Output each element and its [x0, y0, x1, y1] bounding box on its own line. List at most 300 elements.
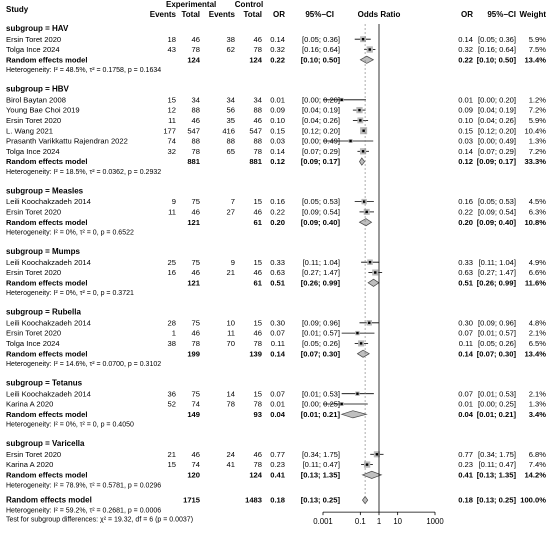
study-or: 0.03 — [270, 136, 285, 146]
study-ctrl-total: 78 — [253, 399, 262, 409]
study-name: Ersin Toret 2020 — [6, 116, 62, 125]
study-exp-total: 88 — [191, 136, 200, 146]
study-or-right: 0.22 — [458, 207, 473, 217]
study-exp-total: 78 — [191, 339, 200, 348]
pooled-ctrl-total: 139 — [249, 349, 262, 359]
study-name: Tolga Ince 2024 — [6, 146, 60, 156]
study-weight: 4.8% — [528, 318, 546, 328]
study-ci-right: [0.04; 0.19] — [478, 105, 516, 115]
pooled-or: 0.20 — [270, 217, 285, 227]
study-or-right: 0.10 — [458, 116, 473, 125]
study-point — [368, 322, 370, 324]
x-axis-tick-label: 1000 — [426, 517, 444, 527]
study-exp-events: 16 — [167, 268, 176, 278]
pooled-or-right: 0.22 — [458, 55, 473, 65]
pooled-ci: [0.13; 1.35] — [300, 470, 340, 480]
study-exp-events: 177 — [163, 126, 176, 136]
study-weight: 5.9% — [528, 34, 546, 44]
study-point — [362, 38, 364, 40]
study-exp-events: 28 — [167, 318, 176, 328]
study-ci: [0.07; 0.29] — [302, 146, 340, 156]
study-exp-total: 34 — [191, 95, 200, 105]
study-weight: 7.4% — [528, 460, 546, 470]
study-name: Ersin Toret 2020 — [6, 268, 62, 278]
pooled-ci: [0.10; 0.50] — [300, 55, 340, 65]
study-name: Leili Koochakzadeh 2014 — [6, 197, 91, 207]
x-axis-tick-label: 0.1 — [354, 517, 366, 527]
study-ci-right: [0.09; 0.96] — [478, 318, 516, 328]
study-name: Ersin Toret 2020 — [6, 34, 62, 44]
study-name: Tolga Ince 2024 — [6, 45, 60, 55]
study-ci: [0.09; 0.54] — [302, 207, 340, 217]
subgroup-label: subgroup = HBV — [6, 84, 69, 94]
pooled-label: Random effects model — [6, 217, 88, 227]
study-exp-total: 74 — [191, 399, 200, 409]
study-exp-events: 12 — [167, 105, 176, 115]
pooled-ctrl-total: 124 — [249, 470, 262, 480]
study-weight: 7.2% — [528, 105, 546, 115]
header-ci: 95%−CI — [305, 10, 334, 19]
study-exp-total: 75 — [191, 257, 200, 267]
study-or-right: 0.14 — [458, 146, 473, 156]
study-ctrl-total: 46 — [253, 268, 262, 278]
study-point — [356, 332, 358, 334]
x-axis-tick-label: 1 — [376, 517, 382, 527]
overall-heterogeneity: Heterogeneity: I² = 59.2%, τ² = 0.2681, p = 0.0006 — [6, 507, 162, 515]
study-point — [359, 119, 361, 121]
study-point — [340, 403, 342, 405]
study-or-right: 0.07 — [458, 389, 473, 399]
header-control: Control — [234, 0, 264, 9]
study-or-right: 0.07 — [458, 328, 473, 338]
study-ctrl-events: 10 — [226, 318, 235, 328]
study-exp-total: 75 — [191, 318, 200, 328]
study-ci-right: [0.11; 1.04] — [478, 257, 516, 267]
study-ctrl-events: 65 — [226, 146, 235, 156]
study-ctrl-total: 46 — [253, 449, 262, 459]
study-name: Leili Koochakzadeh 2014 — [6, 318, 91, 328]
study-ci: [0.05; 0.53] — [302, 197, 340, 207]
study-ci: [0.00; 0.20] — [302, 95, 340, 105]
study-ci-right: [0.12; 0.20] — [478, 126, 516, 136]
study-ctrl-events: 70 — [226, 339, 235, 348]
study-exp-events: 25 — [167, 257, 176, 267]
study-exp-events: 21 — [167, 449, 176, 459]
study-ci-right: [0.05; 0.36] — [478, 34, 516, 44]
study-weight: 7.5% — [528, 45, 546, 55]
subgroup-label: subgroup = HAV — [6, 24, 69, 33]
study-ci-right: [0.07; 0.29] — [478, 146, 516, 156]
study-ctrl-events: 62 — [226, 45, 235, 55]
study-or-right: 0.14 — [458, 34, 473, 44]
study-ci: [0.12; 0.20] — [302, 126, 340, 136]
study-or-right: 0.01 — [458, 95, 473, 105]
pooled-diamond — [360, 56, 373, 63]
study-exp-total: 46 — [191, 268, 200, 278]
overall-exp-total: 1715 — [183, 495, 200, 505]
study-ci: [0.01; 0.53] — [302, 389, 340, 399]
overall-weight: 100.0% — [520, 495, 546, 505]
study-or: 0.07 — [270, 328, 285, 338]
subgroup-test: Test for subgroup differences: χ² = 19.32, df = 6 (p = 0.0037) — [6, 516, 194, 524]
pooled-ci-right: [0.09; 0.17] — [476, 157, 516, 167]
study-ci: [0.11; 1.04] — [302, 257, 340, 267]
study-or: 0.30 — [270, 318, 285, 328]
study-point — [356, 393, 358, 395]
study-or-right: 0.23 — [458, 460, 473, 470]
study-ci-right: [0.01; 0.57] — [478, 328, 516, 338]
pooled-or-right: 0.41 — [458, 470, 473, 480]
overall-ctrl-total: 1483 — [245, 495, 262, 505]
study-ci: [0.05; 0.26] — [302, 339, 340, 348]
pooled-ci-right: [0.01; 0.21] — [476, 409, 516, 419]
study-ctrl-events: 41 — [226, 460, 235, 470]
study-exp-total: 75 — [191, 389, 200, 399]
study-ctrl-events: 78 — [226, 399, 235, 409]
study-or: 0.11 — [270, 339, 285, 348]
subgroup-label: subgroup = Mumps — [6, 247, 80, 256]
study-point — [366, 211, 368, 213]
study-ci: [0.27; 1.47] — [302, 268, 340, 278]
pooled-weight: 33.3% — [524, 157, 546, 167]
study-or-right: 0.16 — [458, 197, 473, 207]
pooled-ci: [0.07; 0.30] — [300, 349, 340, 359]
pooled-or: 0.12 — [270, 157, 285, 167]
x-axis-tick-label: 10 — [393, 517, 403, 527]
pooled-label: Random effects model — [6, 470, 88, 480]
header-or-right: OR — [461, 10, 473, 19]
pooled-label: Random effects model — [6, 55, 88, 65]
study-exp-total: 46 — [191, 449, 200, 459]
pooled-ctrl-total: 881 — [249, 157, 262, 167]
pooled-diamond — [359, 219, 371, 226]
study-ctrl-total: 78 — [253, 45, 262, 55]
pooled-label: Random effects model — [6, 409, 88, 419]
pooled-weight: 3.4% — [528, 409, 546, 419]
study-exp-events: 43 — [167, 45, 176, 55]
study-or-right: 0.11 — [458, 339, 473, 348]
study-ctrl-total: 78 — [253, 146, 262, 156]
study-ctrl-total: 46 — [253, 34, 262, 44]
pooled-ctrl-total: 93 — [253, 409, 262, 419]
study-weight: 10.4% — [524, 126, 546, 136]
study-ci-right: [0.05; 0.53] — [478, 197, 516, 207]
study-or: 0.15 — [270, 126, 285, 136]
study-name: Leili Koochakzadeh 2014 — [6, 389, 91, 399]
heterogeneity-text: Heterogeneity: I² = 78.9%, τ² = 0.5781, p = 0.0296 — [6, 482, 162, 490]
study-exp-events: 9 — [171, 197, 176, 207]
header-ci-right: 95%−CI — [487, 10, 516, 19]
study-ci-right: [0.00; 0.20] — [478, 95, 516, 105]
study-weight: 4.9% — [528, 257, 546, 267]
pooled-label: Random effects model — [6, 278, 88, 288]
study-point — [358, 109, 360, 111]
study-exp-events: 18 — [167, 34, 176, 44]
study-ci-right: [0.27; 1.47] — [478, 268, 516, 278]
study-ctrl-total: 88 — [253, 136, 262, 146]
study-weight: 7.2% — [528, 146, 546, 156]
study-exp-events: 74 — [167, 136, 176, 146]
heterogeneity-text: Heterogeneity: I² = 18.5%, τ² = 0.0362, p = 0.2932 — [6, 169, 162, 176]
study-exp-events: 32 — [167, 146, 176, 156]
study-name: Prasanth Varikkattu Rajendran 2022 — [6, 136, 128, 146]
subgroup-label: subgroup = Tetanus — [6, 378, 83, 388]
pooled-ci-right: [0.09; 0.40] — [476, 217, 516, 227]
header-or: OR — [273, 10, 285, 19]
study-weight: 6.6% — [528, 268, 546, 278]
study-point — [340, 99, 342, 101]
study-weight: 6.3% — [528, 207, 546, 217]
study-name: L. Wang 2021 — [6, 126, 54, 136]
study-ci: [0.01; 0.57] — [302, 328, 340, 338]
study-ctrl-total: 15 — [253, 318, 262, 328]
pooled-or: 0.51 — [270, 278, 285, 288]
study-ci: [0.05; 0.36] — [302, 34, 340, 44]
study-ci: [0.04; 0.26] — [302, 116, 340, 125]
header-study: Study — [6, 5, 29, 14]
study-point — [376, 453, 378, 455]
header-exp-events: Events — [149, 10, 176, 19]
study-point — [374, 271, 376, 273]
study-ctrl-events: 34 — [226, 95, 235, 105]
study-or-right: 0.33 — [458, 257, 473, 267]
study-ctrl-events: 35 — [226, 116, 235, 125]
pooled-weight: 13.4% — [524, 55, 546, 65]
pooled-label: Random effects model — [6, 157, 88, 167]
study-ctrl-total: 15 — [253, 197, 262, 207]
pooled-exp-total: 199 — [187, 349, 200, 359]
study-weight: 1.2% — [528, 95, 546, 105]
pooled-or: 0.22 — [270, 55, 285, 65]
study-weight: 4.5% — [528, 197, 546, 207]
study-name: Tolga Ince 2024 — [6, 339, 60, 348]
study-ci: [0.16; 0.64] — [302, 45, 340, 55]
pooled-diamond — [342, 411, 367, 418]
study-exp-total: 46 — [191, 207, 200, 217]
study-weight: 5.9% — [528, 116, 546, 125]
study-name: Ersin Toret 2020 — [6, 207, 62, 217]
study-ctrl-events: 7 — [230, 197, 235, 207]
study-or: 0.63 — [270, 268, 285, 278]
pooled-ci: [0.26; 0.99] — [300, 278, 340, 288]
heterogeneity-text: Heterogeneity: I² = 0%, τ² = 0, p = 0.6522 — [6, 229, 134, 237]
study-ctrl-total: 88 — [253, 105, 262, 115]
pooled-or: 0.14 — [270, 349, 285, 359]
study-point — [369, 261, 371, 263]
study-ci-right: [0.00; 0.49] — [478, 136, 516, 146]
study-point — [362, 130, 364, 132]
study-ctrl-total: 547 — [249, 126, 262, 136]
header-weight: Weight — [519, 10, 546, 19]
pooled-ci-right: [0.13; 1.35] — [476, 470, 516, 480]
study-weight: 6.5% — [528, 339, 546, 348]
pooled-diamond — [357, 350, 369, 357]
pooled-ctrl-total: 61 — [253, 217, 262, 227]
subgroup-label: subgroup = Measles — [6, 186, 84, 196]
study-or: 0.01 — [270, 95, 285, 105]
study-weight: 1.3% — [528, 136, 546, 146]
study-name: Karina A 2020 — [6, 399, 54, 409]
pooled-weight: 14.2% — [524, 470, 546, 480]
study-ci-right: [0.04; 0.26] — [478, 116, 516, 125]
study-or-right: 0.03 — [458, 136, 473, 146]
study-ctrl-total: 15 — [253, 389, 262, 399]
study-name: Young Bae Choi 2019 — [6, 105, 80, 115]
study-ci: [0.09; 0.96] — [302, 318, 340, 328]
pooled-exp-total: 124 — [187, 55, 200, 65]
pooled-or: 0.04 — [270, 409, 285, 419]
study-ci-right: [0.34; 1.75] — [478, 449, 516, 459]
study-ci-right: [0.16; 0.64] — [478, 45, 516, 55]
study-or: 0.16 — [270, 197, 285, 207]
overall-label: Random effects model — [6, 495, 92, 505]
heterogeneity-text: Heterogeneity: I² = 48.5%, τ² = 0.1758, p = 0.1634 — [6, 67, 162, 75]
study-ci: [0.00; 0.49] — [302, 136, 340, 146]
study-ci-right: [0.00; 0.25] — [478, 399, 516, 409]
pooled-ci: [0.09; 0.17] — [300, 157, 340, 167]
study-exp-events: 15 — [167, 95, 176, 105]
pooled-ci-right: [0.07; 0.30] — [476, 349, 516, 359]
header-ctrl-total: Total — [243, 10, 262, 19]
study-exp-events: 15 — [167, 460, 176, 470]
study-or: 0.07 — [270, 389, 285, 399]
pooled-ctrl-total: 124 — [249, 55, 262, 65]
study-name: Ersin Toret 2020 — [6, 328, 62, 338]
pooled-weight: 10.8% — [524, 217, 546, 227]
pooled-ctrl-total: 61 — [253, 278, 262, 288]
pooled-or-right: 0.20 — [458, 217, 473, 227]
pooled-label: Random effects model — [6, 349, 88, 359]
study-ctrl-total: 34 — [253, 95, 262, 105]
study-ctrl-events: 88 — [226, 136, 235, 146]
pooled-diamond — [359, 158, 364, 165]
study-or: 0.23 — [270, 460, 285, 470]
study-or: 0.14 — [270, 146, 285, 156]
study-exp-total: 78 — [191, 146, 200, 156]
study-ci: [0.34; 1.75] — [302, 449, 340, 459]
study-or: 0.01 — [270, 399, 285, 409]
study-exp-events: 36 — [167, 389, 176, 399]
study-exp-events: 11 — [168, 116, 176, 125]
pooled-or-right: 0.51 — [458, 278, 473, 288]
study-ci: [0.00; 0.25] — [302, 399, 340, 409]
header-exp-total: Total — [181, 10, 200, 19]
study-exp-events: 38 — [167, 339, 176, 348]
study-exp-events: 52 — [167, 399, 176, 409]
study-or-right: 0.30 — [458, 318, 473, 328]
study-point — [360, 342, 362, 344]
study-name: Leili Koochakzadeh 2014 — [6, 257, 91, 267]
study-exp-total: 46 — [191, 116, 200, 125]
pooled-exp-total: 881 — [187, 157, 200, 167]
study-point — [369, 48, 371, 50]
study-ctrl-total: 78 — [253, 339, 262, 348]
header-odds-ratio: Odds Ratio — [357, 10, 401, 19]
study-ctrl-total: 46 — [253, 207, 262, 217]
study-ci-right: [0.05; 0.26] — [478, 339, 516, 348]
overall-or-right: 0.18 — [458, 495, 473, 505]
study-exp-total: 78 — [191, 45, 200, 55]
study-ctrl-total: 46 — [253, 328, 262, 338]
study-or-right: 0.01 — [458, 399, 473, 409]
pooled-diamond — [368, 279, 379, 286]
study-or-right: 0.09 — [458, 105, 473, 115]
study-ci-right: [0.11; 0.47] — [478, 460, 516, 470]
pooled-exp-total: 120 — [187, 470, 200, 480]
header-experimental: Experimental — [166, 0, 217, 9]
overall-or: 0.18 — [270, 495, 285, 505]
pooled-ci-right: [0.26; 0.99] — [476, 278, 516, 288]
study-ctrl-events: 38 — [226, 34, 235, 44]
pooled-or-right: 0.04 — [458, 409, 473, 419]
study-weight: 2.1% — [528, 389, 546, 399]
pooled-ci-right: [0.10; 0.50] — [476, 55, 516, 65]
study-weight: 6.8% — [528, 449, 546, 459]
pooled-exp-total: 149 — [187, 409, 200, 419]
study-exp-total: 74 — [191, 460, 200, 470]
study-exp-events: 1 — [171, 328, 176, 338]
study-ctrl-events: 21 — [226, 268, 235, 278]
study-or: 0.10 — [270, 116, 285, 125]
overall-ci: [0.13; 0.25] — [300, 495, 340, 505]
study-or-right: 0.32 — [458, 45, 473, 55]
study-ctrl-events: 9 — [230, 257, 235, 267]
study-ctrl-events: 14 — [226, 389, 235, 399]
study-exp-total: 46 — [191, 34, 200, 44]
study-ctrl-total: 15 — [253, 257, 262, 267]
study-or-right: 0.77 — [458, 449, 473, 459]
study-ctrl-events: 56 — [226, 105, 235, 115]
study-ctrl-events: 416 — [222, 126, 235, 136]
pooled-exp-total: 121 — [187, 217, 200, 227]
study-ctrl-events: 11 — [227, 328, 235, 338]
study-ctrl-total: 78 — [253, 460, 262, 470]
pooled-ci: [0.01; 0.21] — [300, 409, 340, 419]
pooled-or-right: 0.14 — [458, 349, 473, 359]
study-ci-right: [0.09; 0.54] — [478, 207, 516, 217]
study-point — [362, 150, 364, 152]
study-exp-events: 11 — [168, 207, 176, 217]
study-point — [366, 463, 368, 465]
study-or: 0.32 — [270, 45, 285, 55]
study-ci-right: [0.01; 0.53] — [478, 389, 516, 399]
x-axis-tick-label: 0.001 — [313, 517, 333, 527]
study-or: 0.22 — [270, 207, 285, 217]
study-weight: 1.3% — [528, 399, 546, 409]
study-name: Ersin Toret 2020 — [6, 449, 62, 459]
study-ci: [0.04; 0.19] — [302, 105, 340, 115]
study-exp-total: 547 — [187, 126, 200, 136]
study-ctrl-events: 24 — [226, 449, 235, 459]
pooled-weight: 13.4% — [524, 349, 546, 359]
pooled-ci: [0.09; 0.40] — [300, 217, 340, 227]
study-or-right: 0.63 — [458, 268, 473, 278]
study-exp-total: 75 — [191, 197, 200, 207]
study-exp-total: 46 — [191, 328, 200, 338]
pooled-exp-total: 121 — [187, 278, 200, 288]
overall-ci-right: [0.13; 0.25] — [476, 495, 516, 505]
study-or: 0.14 — [270, 34, 285, 44]
study-ctrl-total: 46 — [253, 116, 262, 125]
study-weight: 2.1% — [528, 328, 546, 338]
study-ctrl-events: 27 — [226, 207, 235, 217]
heterogeneity-text: Heterogeneity: I² = 0%, τ² = 0, p = 0.3721 — [6, 290, 134, 298]
study-exp-total: 88 — [191, 105, 200, 115]
study-ci: [0.11; 0.47] — [302, 460, 340, 470]
heterogeneity-text: Heterogeneity: I² = 0%, τ² = 0, p = 0.4050 — [6, 421, 134, 429]
study-or: 0.09 — [270, 105, 285, 115]
study-or-right: 0.15 — [458, 126, 473, 136]
